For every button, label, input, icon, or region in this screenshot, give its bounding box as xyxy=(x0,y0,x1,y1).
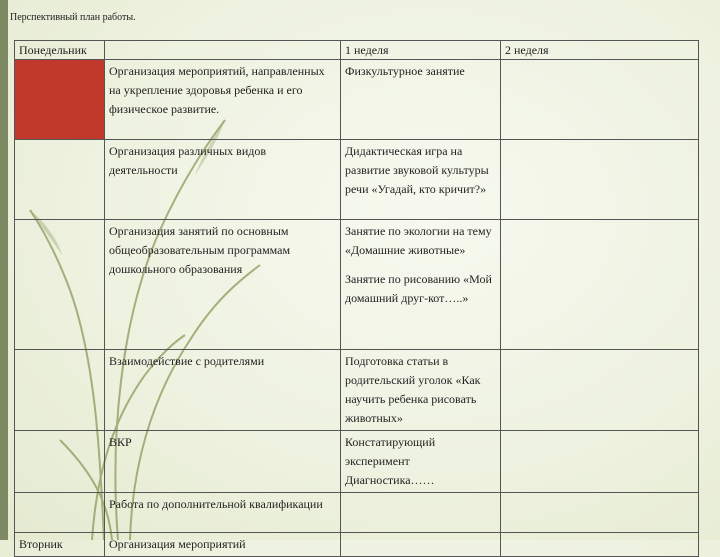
day-cell xyxy=(15,350,105,431)
week2-header: 2 неделя xyxy=(501,41,699,60)
week2-cell xyxy=(501,431,699,493)
category-cell: Организация занятий по основным общеобразовательным программам дошкольного образования xyxy=(105,220,341,350)
week2-cell xyxy=(501,350,699,431)
week2-cell xyxy=(501,140,699,220)
week1-cell xyxy=(341,493,501,533)
week1-activity-extra: Занятие по рисованию «Мой домашний друг-кот…..» xyxy=(345,272,492,305)
week2-cell xyxy=(501,60,699,140)
page-title: Перспективный план работы. xyxy=(10,12,136,23)
table-row xyxy=(15,493,699,533)
table-row xyxy=(15,350,699,431)
day-cell: Понедельник xyxy=(15,41,105,60)
week2-cell xyxy=(501,493,699,533)
plan-table xyxy=(14,40,699,557)
table-header-row xyxy=(15,41,699,60)
day-marker-cell xyxy=(15,60,105,140)
header-category-cell xyxy=(105,41,341,60)
category-cell: Организация различных видов деятельности xyxy=(105,140,341,220)
table-row-next-day xyxy=(15,533,699,557)
day-cell xyxy=(15,431,105,493)
table-row xyxy=(15,431,699,493)
table-row xyxy=(15,220,699,350)
week1-activity: Занятие по экологии на тему «Домашние животные» xyxy=(345,224,492,257)
day-cell xyxy=(15,220,105,350)
week1-cell: Дидактическая игра на развитие звуковой культуры речи «Угадай, кто кричит?» xyxy=(341,140,501,220)
day-cell: Вторник xyxy=(15,533,105,557)
day-cell xyxy=(15,493,105,533)
table-row xyxy=(15,140,699,220)
week1-cell xyxy=(341,220,501,350)
category-cell: ВКР xyxy=(105,431,341,493)
category-cell: Организация мероприятий xyxy=(105,533,341,557)
week1-header: 1 неделя xyxy=(341,41,501,60)
week1-cell xyxy=(341,533,501,557)
week1-cell: Констатирующий эксперимент Диагностика…… xyxy=(341,431,501,493)
week1-cell: Подготовка статьи в родительский уголок «Как научить ребенка рисовать животных» xyxy=(341,350,501,431)
category-cell: Организация мероприятий, направленных на укрепление здоровья ребенка и его физическое развитие. xyxy=(105,60,341,140)
week1-cell: Физкультурное занятие xyxy=(341,60,501,140)
category-cell: Взаимодействие с родителями xyxy=(105,350,341,431)
category-cell: Работа по дополнительной квалификации xyxy=(105,493,341,533)
left-accent-bar xyxy=(0,0,8,540)
week2-cell xyxy=(501,533,699,557)
week2-cell xyxy=(501,220,699,350)
table-row xyxy=(15,60,699,140)
day-cell xyxy=(15,140,105,220)
